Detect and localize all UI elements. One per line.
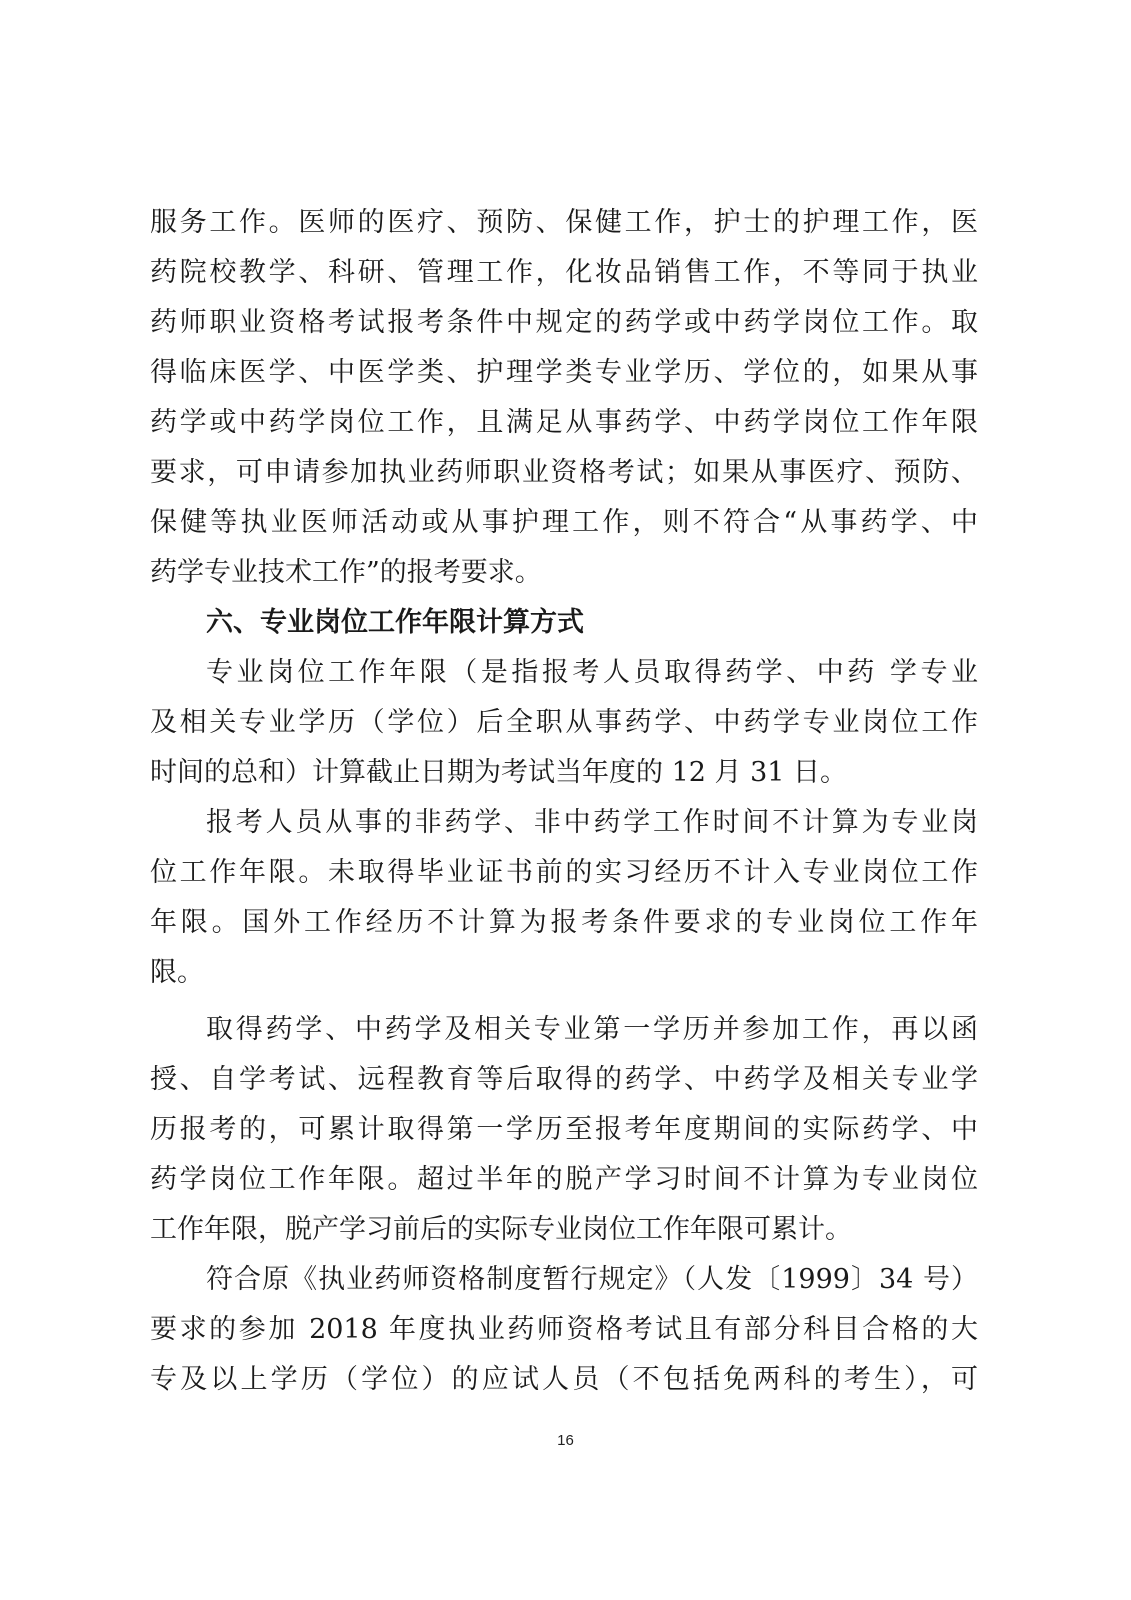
text-line: 专及以上学历（学位）的应试人员（不包括免两科的考生），可 [150, 1364, 978, 1395]
text-line: 限。 [150, 957, 204, 988]
text-line: 保健等执业医师活动或从事护理工作，则不符合“从事药学、中 [150, 507, 978, 538]
paragraph-gap [150, 998, 978, 1005]
section-heading: 六、专业岗位工作年限计算方式 [206, 607, 584, 638]
text-line: 取得药学、中药学及相关专业第一学历并参加工作，再以函 [206, 1014, 978, 1045]
text-line: 符合原《执业药师资格制度暂行规定》（人发〔1999〕34 号） [206, 1264, 978, 1295]
text-line: 要求，可申请参加执业药师职业资格考试；如果从事医疗、预防、 [150, 457, 978, 488]
text-line: 位工作年限。未取得毕业证书前的实习经历不计入专业岗位工作 [150, 857, 978, 888]
text-line: 药学岗位工作年限。超过半年的脱产学习时间不计算为专业岗位 [150, 1164, 978, 1195]
text-line: 得临床医学、中医学类、护理学类专业学历、学位的，如果从事 [150, 357, 978, 388]
text-line: 历报考的，可累计取得第一学历至报考年度期间的实际药学、中 [150, 1114, 978, 1145]
text-line: 要求的参加 2018 年度执业药师资格考试且有部分科目合格的大 [150, 1314, 978, 1345]
text-line: 授、自学考试、远程教育等后取得的药学、中药学及相关专业学 [150, 1064, 978, 1095]
text-line: 服务工作。医师的医疗、预防、保健工作，护士的护理工作，医 [150, 207, 978, 238]
text-line: 时间的总和）计算截止日期为考试当年度的 12 月 31 日。 [150, 757, 848, 788]
text-line: 报考人员从事的非药学、非中药学工作时间不计算为专业岗 [206, 807, 978, 838]
text-line: 年限。国外工作经历不计算为报考条件要求的专业岗位工作年 [150, 907, 978, 938]
page-number: 16 [557, 1432, 574, 1449]
document-body [150, 198, 978, 1405]
text-line: 药学专业技术工作”的报考要求。 [150, 557, 542, 588]
text-line: 药院校教学、科研、管理工作，化妆品销售工作，不等同于执业 [150, 257, 978, 288]
text-line: 工作年限，脱产学习前后的实际专业岗位工作年限可累计。 [150, 1214, 852, 1245]
text-line: 药学或中药学岗位工作，且满足从事药学、中药学岗位工作年限 [150, 407, 978, 438]
text-line: 药师职业资格考试报考条件中规定的药学或中药学岗位工作。取 [150, 307, 978, 338]
text-line: 及相关专业学历（学位）后全职从事药学、中药学专业岗位工作 [150, 707, 978, 738]
text-line: 专业岗位工作年限（是指报考人员取得药学、中药 学专业 [206, 657, 978, 688]
